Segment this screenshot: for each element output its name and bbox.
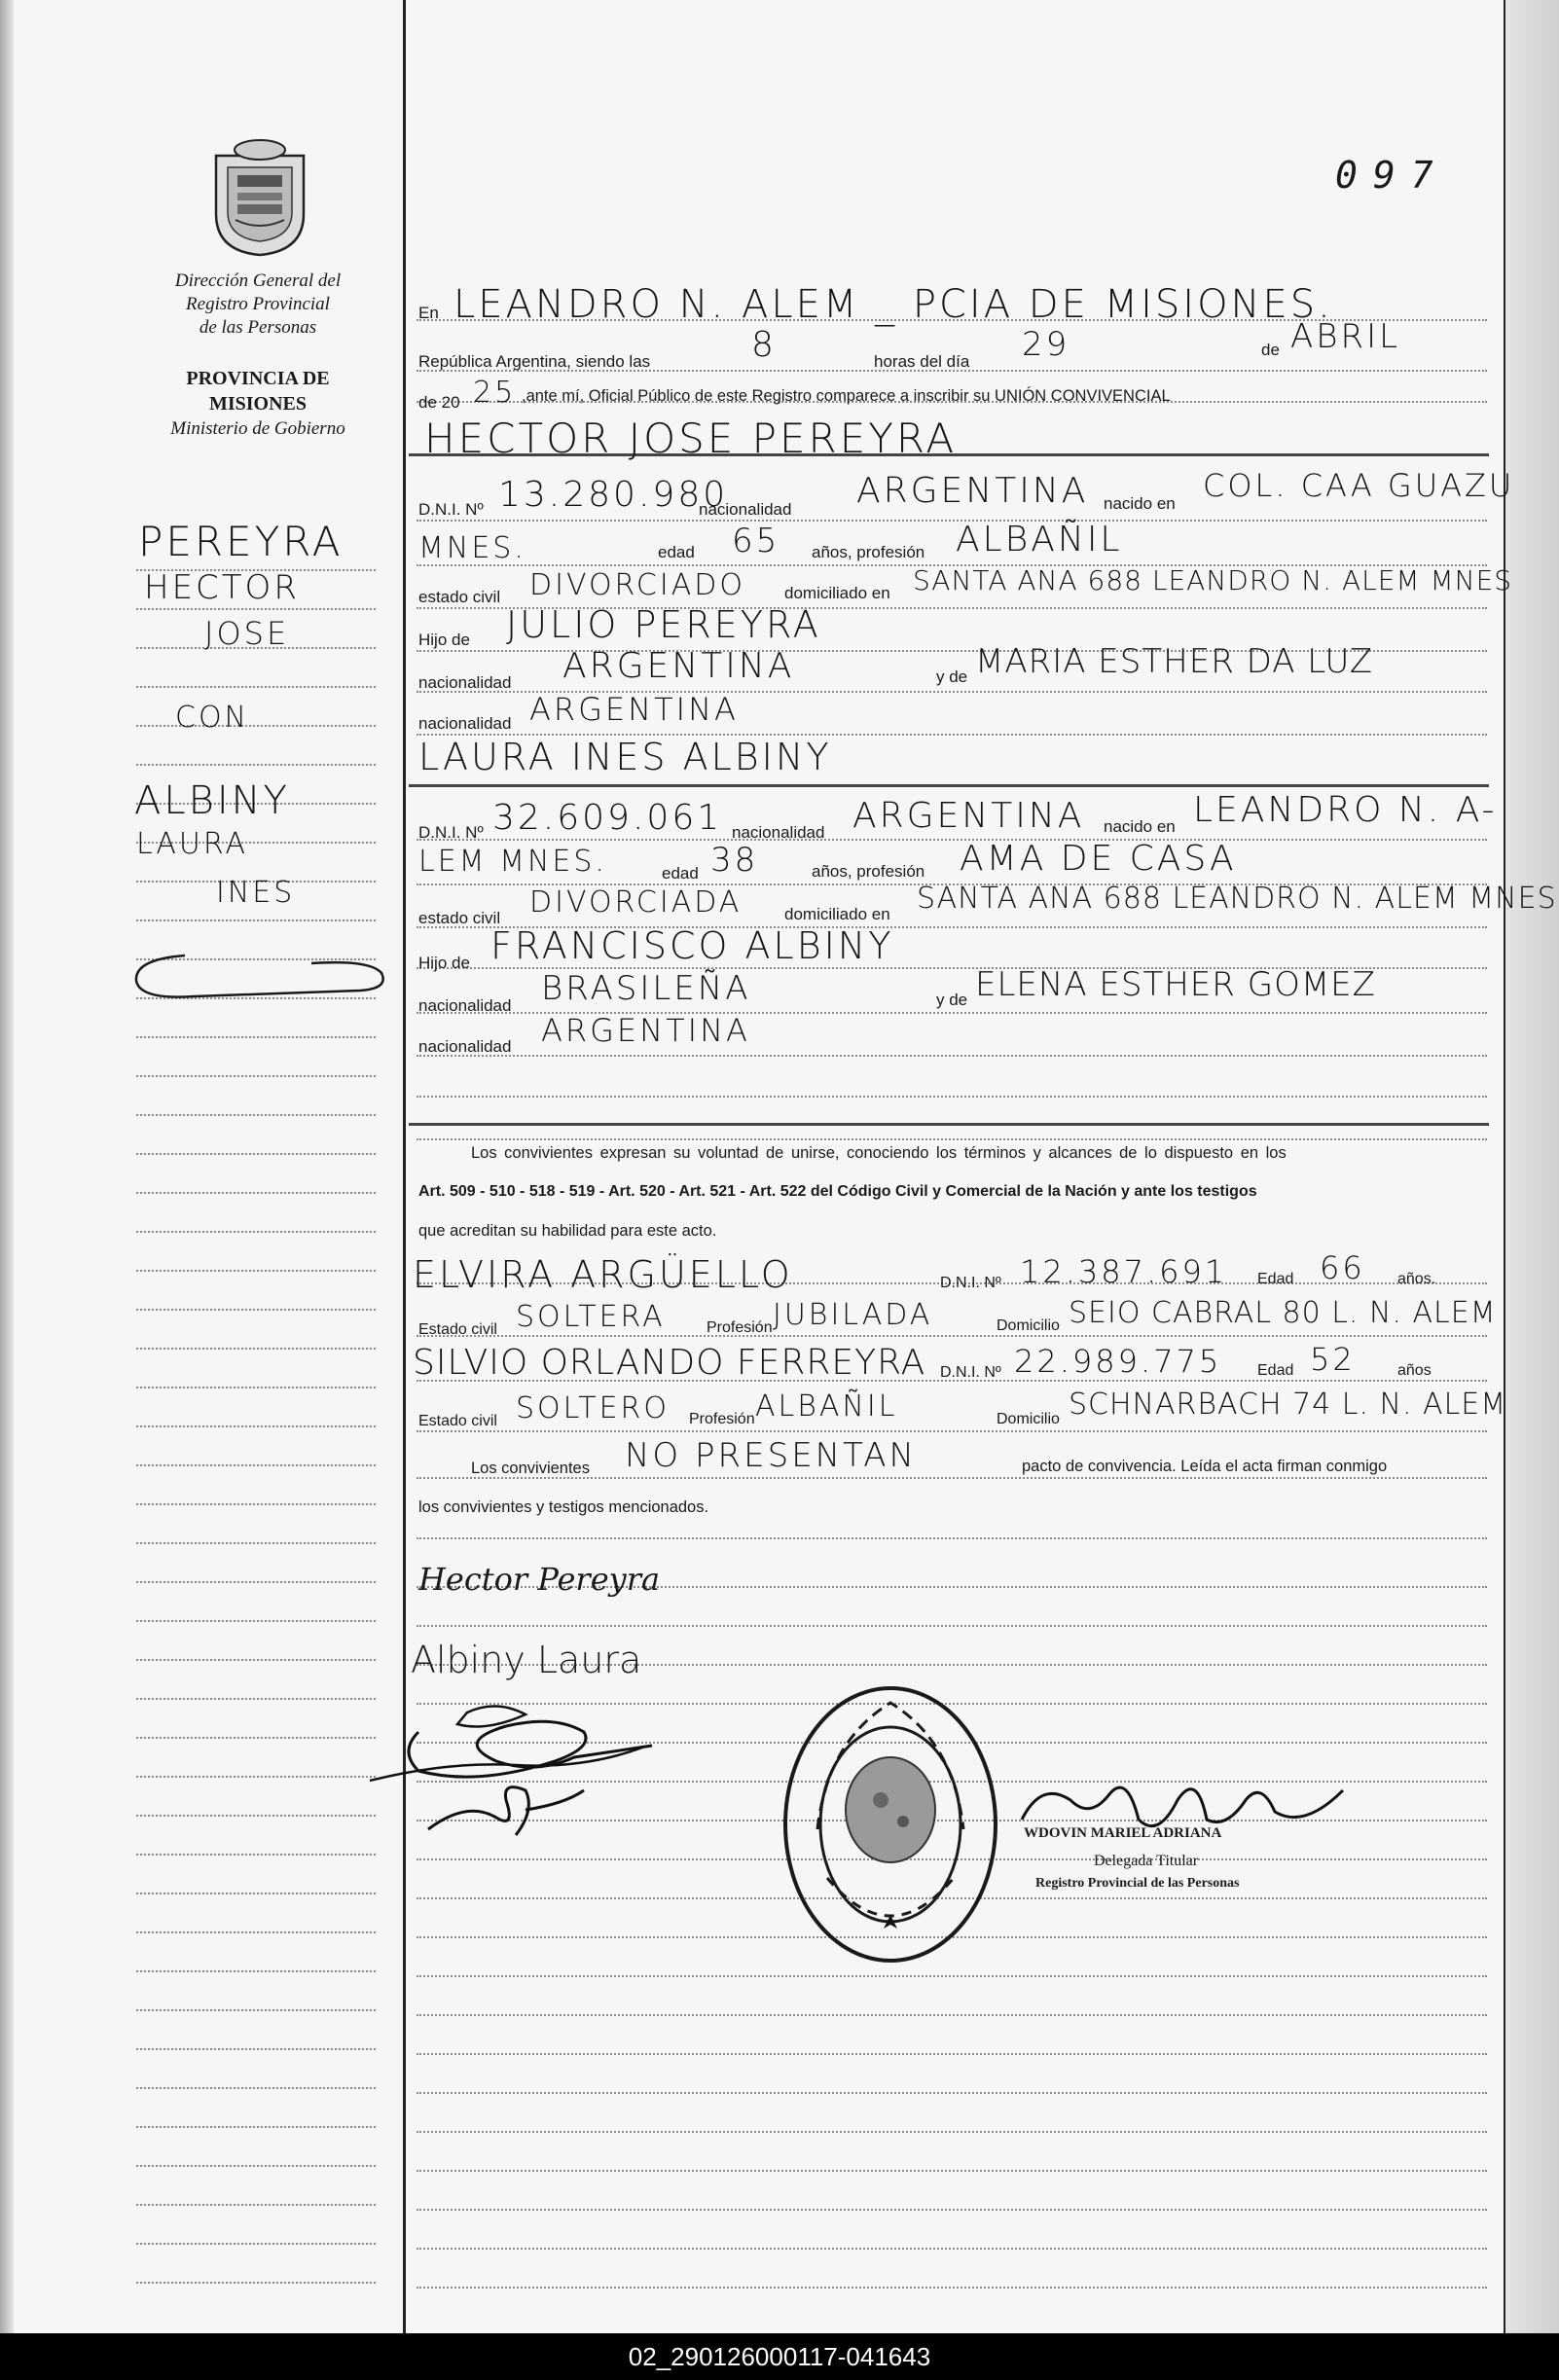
province-line2: MISIONES (208, 393, 308, 415)
pact-value: NO PRESENTAN (625, 1436, 917, 1475)
person1-years-label: años, profesión (812, 543, 925, 561)
witness2-profession-label: Profesión (689, 1411, 755, 1427)
person2-civil-label: estado civil (418, 909, 501, 927)
hours-label: horas del día (874, 352, 970, 371)
witness1-domicile: SEIO CABRAL 80 L. N. ALEM (1069, 1296, 1497, 1330)
province-line1: PROVINCIA DE (186, 368, 330, 389)
person2-civil-status: DIVORCIADA (529, 885, 743, 920)
person1-mother: MARIA ESTHER DA LUZ (975, 642, 1374, 681)
person1-dni: 13.280.980 (498, 475, 729, 515)
witness2-civil-label: Estado civil (418, 1413, 497, 1429)
province-seal-icon (206, 136, 313, 258)
margin-closing-stroke (127, 944, 399, 1012)
witness1-age: 66 (1320, 1249, 1365, 1286)
margin-first-given2: JOSE (204, 615, 290, 652)
person1-dni-label: D.N.I. Nº (418, 500, 484, 519)
margin-connector: CON (175, 701, 250, 735)
official-stamp (779, 1683, 1002, 1965)
person2-and-of-label: y de (936, 991, 968, 1009)
person1-father-nat-label: nacionalidad (418, 673, 512, 692)
official-name: WDOVIN MARIEL ADRIANA (1024, 1825, 1222, 1841)
margin-second-given2: INES (216, 876, 296, 910)
person2-nationality-label: nacionalidad (732, 823, 825, 842)
person1-civil-status: DIVORCIADO (529, 568, 745, 602)
witness2-dni: 22.989.775 (1014, 1343, 1222, 1380)
person2-domicile-label: domiciliado en (784, 905, 890, 923)
institution-line1: Dirección General del (174, 270, 342, 291)
month-value: ABRIL (1290, 317, 1401, 356)
witness2-dni-label: D.N.I. Nº (940, 1364, 1001, 1381)
witness2-domicile: SCHNARBACH 74 L. N. ALEM (1069, 1388, 1507, 1422)
day-value: 29 (1022, 325, 1070, 364)
person1-mother-nat-label: nacionalidad (418, 714, 512, 733)
declaration-line2: Art. 509 - 510 - 518 - 519 - Art. 520 - Art. 521 - Art. 522 del Código Civil y Comercial de la Nación y ante los testigos (418, 1183, 1257, 1200)
person2-born-label: nacido en (1104, 817, 1176, 836)
person1-domicile: SANTA ANA 688 LEANDRO N. ALEM MNES (913, 564, 1513, 596)
witness-signature-2 (409, 1771, 603, 1849)
person1-age: 65 (732, 522, 780, 560)
person2-mother: ELENA ESTHER GOMEZ (975, 965, 1376, 1004)
person1-profession: ALBAÑIL (956, 520, 1123, 559)
person2-age: 38 (710, 841, 759, 880)
place-value: LEANDRO N. ALEM _ PCIA DE MISIONES. (453, 282, 1333, 327)
pact-prefix: Los convivientes (471, 1460, 590, 1477)
person1-civil-label: estado civil (418, 588, 501, 606)
person2-father: FRANCISCO ALBINY (490, 924, 894, 967)
en-label: En (418, 304, 439, 322)
witness2-years-label: años (1397, 1362, 1432, 1379)
witness2-civil-status: SOLTERO (516, 1391, 670, 1425)
witness1-dni-label: D.N.I. Nº (940, 1275, 1001, 1291)
official-office: Registro Provincial de las Personas (1035, 1876, 1240, 1891)
witness1-civil-status: SOLTERA (516, 1300, 666, 1334)
margin-first-given1: HECTOR (144, 568, 300, 607)
witness1-dni: 12.387.691 (1020, 1253, 1228, 1290)
hours-value: 8 (751, 325, 777, 365)
declaration-line1: Los convivientes expresan su voluntad de unirse, conociendo los términos y alcances de lo dispuesto en los (471, 1144, 1287, 1162)
person2-dni-label: D.N.I. Nº (418, 823, 484, 842)
witness1-profession-label: Profesión (707, 1319, 773, 1336)
official-title: Delegada Titular (1094, 1853, 1199, 1869)
witness1-profession: JUBILADA (773, 1298, 933, 1332)
witness2-profession: ALBAÑIL (755, 1389, 898, 1424)
line3-text: ,ante mí, Oficial Público de este Registro comparece a inscribir su UNIÓN CONVIVENCIAL (522, 387, 1171, 405)
year-prefix: de 20 (418, 393, 460, 412)
signature-2: Albiny Laura (411, 1639, 642, 1681)
witness1-name: ELVIRA ARGÜELLO (413, 1253, 793, 1296)
person1-nationality-label: nacionalidad (699, 500, 792, 519)
person2-mother-nat-label: nacionalidad (418, 1037, 512, 1056)
institution-line2: Registro Provincial (186, 294, 330, 314)
witness1-civil-label: Estado civil (418, 1321, 497, 1338)
person1-father: JULIO PEREYRA (506, 603, 821, 646)
person2-age-label: edad (662, 864, 699, 883)
person2-father-nationality: BRASILEÑA (541, 969, 751, 1008)
page-right-edge (1504, 0, 1505, 2333)
person2-full-name: LAURA INES ALBINY (418, 736, 832, 778)
person2-nationality: ARGENTINA (852, 796, 1085, 836)
witness2-age-label: Edad (1257, 1362, 1294, 1379)
witness1-age-label: Edad (1257, 1271, 1294, 1287)
person1-father-nationality: ARGENTINA (562, 646, 795, 686)
ministry-label: Ministerio de Gobierno (170, 418, 345, 439)
page-number: 097 (1335, 154, 1449, 197)
year-suffix: 25 (473, 376, 517, 410)
person1-and-of-label: y de (936, 667, 968, 686)
line2-prefix: República Argentina, siendo las (418, 352, 651, 371)
witness1-domicile-label: Domicilio (997, 1317, 1060, 1334)
person2-mother-nationality: ARGENTINA (541, 1012, 750, 1049)
person2-profession: AMA DE CASA (960, 839, 1237, 879)
month-label: de (1261, 341, 1280, 359)
file-id-bar: 02_290126000117-041643 (0, 2333, 1559, 2380)
pact-line2: los convivientes y testigos mencionados. (418, 1498, 709, 1516)
witness2-domicile-label: Domicilio (997, 1411, 1060, 1427)
margin-second-given1: LAURA (136, 827, 249, 861)
declaration-line3: que acreditan su habilidad para este acto. (418, 1222, 717, 1240)
person2-child-of-label: Hijo de (418, 954, 470, 972)
signature-1: Hector Pereyra (418, 1561, 661, 1598)
margin-second-surname: ALBINY (134, 778, 290, 823)
person1-child-of-label: Hijo de (418, 631, 470, 649)
institution-line3: de las Personas (199, 317, 317, 338)
witness1-years-label: años. (1397, 1271, 1436, 1287)
person2-dni: 32.609.061 (492, 798, 723, 838)
margin-divider (403, 0, 406, 2333)
margin-first-surname: PEREYRA (138, 518, 344, 565)
person2-years-label: años, profesión (812, 862, 925, 881)
person1-mother-nationality: ARGENTINA (529, 691, 739, 728)
person1-nationality: ARGENTINA (856, 471, 1089, 511)
person1-domicile-label: domiciliado en (784, 584, 890, 602)
scan-right-shadow (1504, 0, 1559, 2333)
person2-born-place-cont: LEM MNES. (418, 845, 607, 879)
person1-born-label: nacido en (1104, 494, 1176, 513)
person2-father-nat-label: nacionalidad (418, 996, 512, 1015)
scan-left-shadow (0, 0, 14, 2333)
person1-full-name: HECTOR JOSE PEREYRA (424, 415, 958, 462)
person1-age-label: edad (658, 543, 695, 561)
pact-suffix: pacto de convivencia. Leída el acta firman conmigo (1022, 1458, 1388, 1475)
person1-born-place-cont: MNES. (418, 531, 526, 565)
person2-domicile: SANTA ANA 688 LEANDRO N. ALEM MNES (917, 882, 1557, 916)
person2-born-place: LEANDRO N. A- (1193, 790, 1498, 830)
person1-born-place: COL. CAA GUAZU (1203, 467, 1515, 504)
witness2-name: SILVIO ORLANDO FERREYRA (413, 1343, 926, 1383)
witness2-age: 52 (1310, 1341, 1356, 1378)
